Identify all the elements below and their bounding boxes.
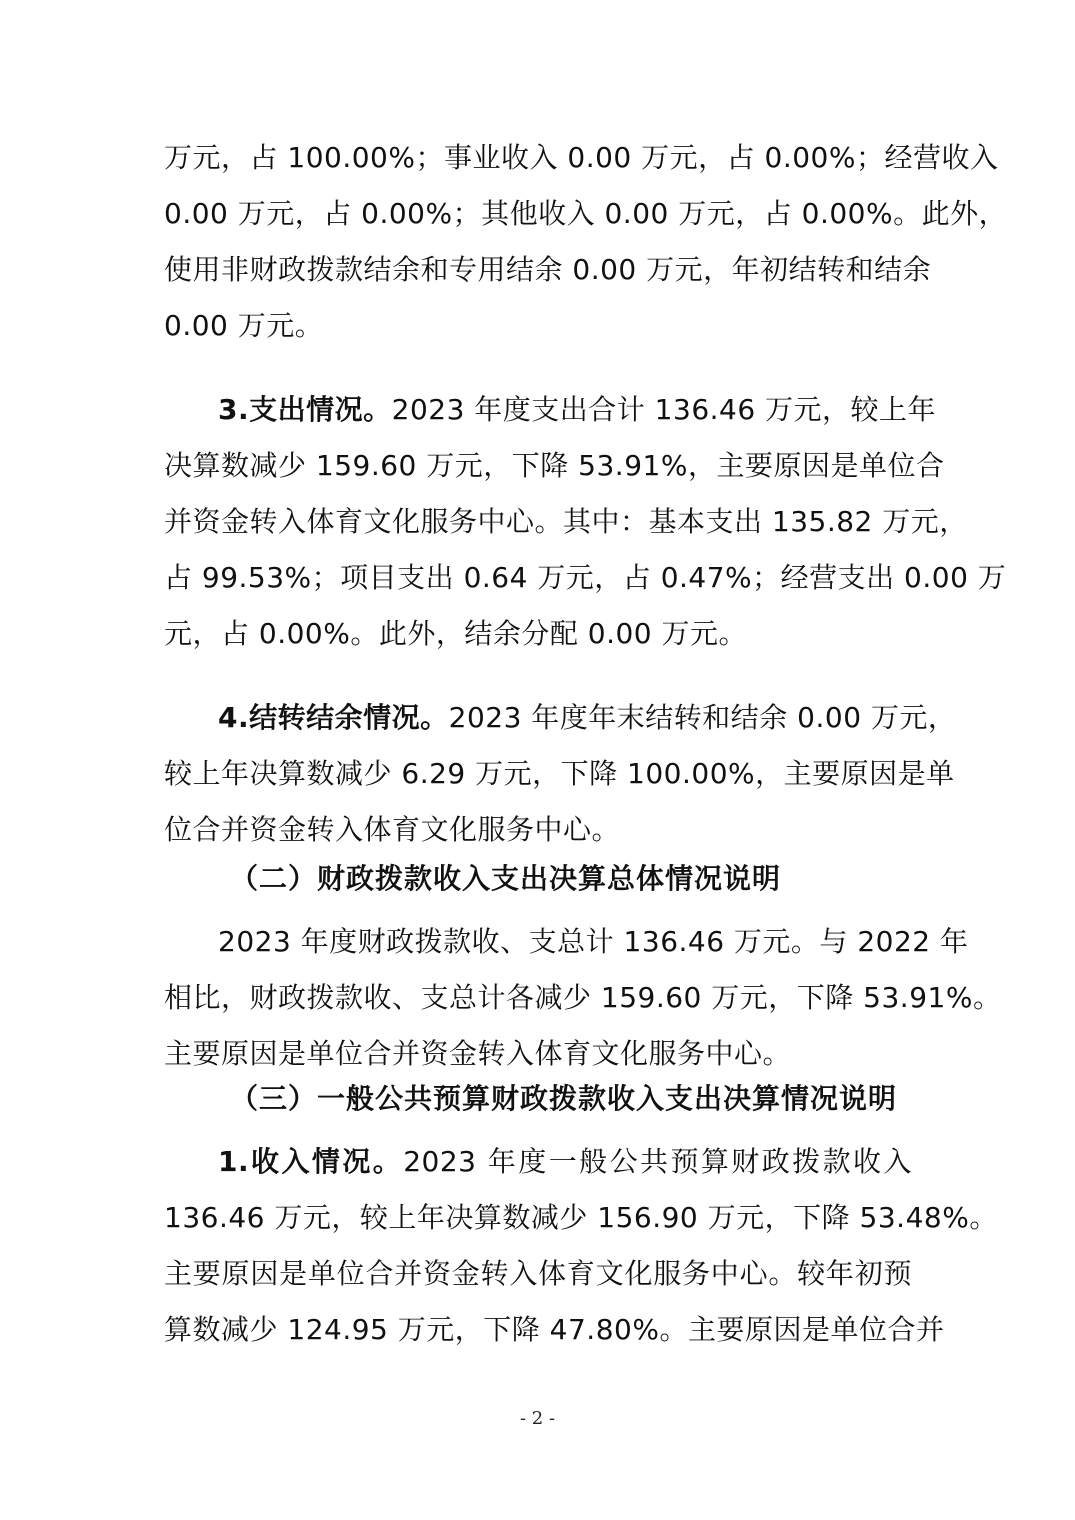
text-line: 主要原因是单位合并资金转入体育文化服务中心。 bbox=[164, 1037, 792, 1070]
text-line: 较上年决算数减少 6.29 万元，下降 100.00%，主要原因是单 bbox=[164, 757, 955, 790]
section-lead-general-income: 1.收入情况。 bbox=[218, 1145, 404, 1178]
text-span: 2023 年度一般公共预算财政拨款收入 bbox=[403, 1145, 912, 1178]
text-line: 136.46 万元，较上年决算数减少 156.90 万元，下降 53.48%。 bbox=[164, 1201, 998, 1234]
paragraph-general-income-first-line bbox=[218, 1134, 912, 1190]
text-line: 算数减少 124.95 万元，下降 47.80%。主要原因是单位合并 bbox=[164, 1313, 945, 1346]
text-line: 0.00 万元。 bbox=[164, 309, 324, 342]
paragraph-balance-first-line bbox=[218, 690, 957, 746]
text-line: 位合并资金转入体育文化服务中心。 bbox=[164, 813, 621, 846]
text-line: 2023 年度财政拨款收、支总计 136.46 万元。与 2022 年 bbox=[218, 925, 969, 958]
section-lead-balance: 4.结转结余情况。 bbox=[218, 701, 449, 734]
text-line: 万元，占 100.00%；事业收入 0.00 万元，占 0.00%；经营收入 bbox=[164, 141, 999, 174]
text-line: 使用非财政拨款结余和专用结余 0.00 万元，年初结转和结余 bbox=[164, 253, 932, 286]
text-line: 并资金转入体育文化服务中心。其中：基本支出 135.82 万元， bbox=[164, 505, 968, 538]
section-heading-3: （三）一般公共预算财政拨款收入支出决算情况说明 bbox=[230, 1082, 898, 1115]
text-line: 相比，财政拨款收、支总计各减少 159.60 万元，下降 53.91%。 bbox=[164, 981, 1002, 1014]
section-lead-expense: 3.支出情况。 bbox=[218, 393, 392, 426]
page-number: - 2 - bbox=[519, 1408, 556, 1429]
text-line: 占 99.53%；项目支出 0.64 万元，占 0.47%；经营支出 0.00 万 bbox=[164, 561, 1007, 594]
section-heading-2: （二）财政拨款收入支出决算总体情况说明 bbox=[230, 862, 782, 895]
text-span: 2023 年度年末结转和结余 0.00 万元， bbox=[448, 701, 957, 734]
text-line: 主要原因是单位合并资金转入体育文化服务中心。较年初预 bbox=[164, 1257, 912, 1290]
text-line: 决算数减少 159.60 万元，下降 53.91%，主要原因是单位合 bbox=[164, 449, 945, 482]
text-line: 0.00 万元，占 0.00%；其他收入 0.00 万元，占 0.00%。此外， bbox=[164, 197, 1008, 230]
text-line: 元，占 0.00%。此外，结余分配 0.00 万元。 bbox=[164, 617, 747, 650]
paragraph-expense-first-line bbox=[218, 382, 937, 438]
text-span: 2023 年度支出合计 136.46 万元，较上年 bbox=[391, 393, 937, 426]
